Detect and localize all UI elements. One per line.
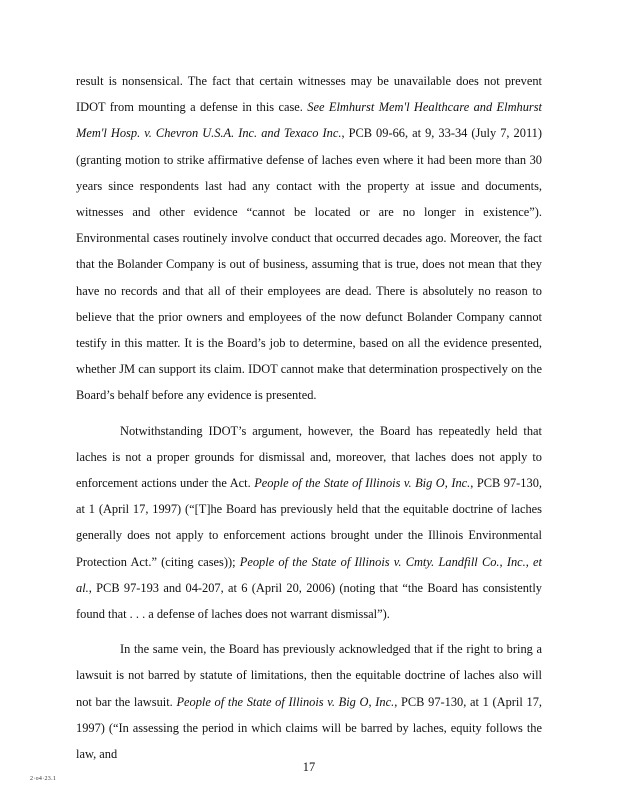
paragraph-2-text-1: Notwithstanding IDOT’s argument, however, the Board has repeatedly held that laches is not a proper grounds for dismissal and, moreover, that laches does not apply to enforcement actions under the Act.	[76, 423, 542, 491]
case-citation-big-o: People of the State of Illinois v. Big O, Inc.	[254, 476, 471, 491]
paragraph-3-text-2: , PCB 97-130, at 1 (April 17, 1997) (“In assessing the period in which claims will be barred by laches, equity follows the law, and	[76, 694, 542, 762]
paragraph-2-text-2: , PCB 97-130, at 1 (April 17, 1997) (“[T]he Board has previously held that the equitable doctrine of laches generally does not apply to enforcement actions brought under the Illinois Environmental Protection Act.” (citing cases));	[76, 476, 542, 569]
paragraph-1-text-1: result is nonsensical. The fact that certain witnesses may be unavailable does not prevent IDOT from mounting a defense in this case.	[76, 74, 542, 115]
document-id: 2·o4·23.1	[30, 776, 57, 782]
case-citation-big-o-2: People of the State of Illinois v. Big O, Inc.	[176, 694, 395, 709]
paragraph-1	[76, 68, 542, 409]
paragraph-3	[76, 636, 542, 767]
case-citation-elmhurst: See Elmhurst Mem'l Healthcare and Elmhurst Mem'l Hosp. v. Chevron U.S.A. Inc. and Texaco Inc.	[76, 100, 542, 141]
paragraph-3-text-1: In the same vein, the Board has previously acknowledged that if the right to bring a lawsuit is not barred by statute of limitations, then the equitable doctrine of laches also will not bar the lawsuit.	[76, 642, 542, 709]
paragraph-2	[76, 418, 542, 628]
paragraph-2-text-3: , PCB 97-193 and 04-207, at 6 (April 20, 2006) (noting that “the Board has consistently found that . . . a defense of laches does not warrant dismissal”).	[76, 580, 542, 622]
case-citation-cmty-landfill: People of the State of Illinois v. Cmty. Landfill Co., Inc., et al.	[76, 554, 542, 595]
document-body	[76, 68, 542, 767]
paragraph-1-text-2: , PCB 09-66, at 9, 33-34 (July 7, 2011) (granting motion to strike affirmative defense of laches even where it had been more than 30 years since respondents last had any contact with the property at issue and documents, witnesses and other evidence “cannot be located or are no longer in existence”). Environmental cases routinely involve conduct that occurred decades ago. Moreover, the fact that the Bolander Company is out of business, assuming that is true, does not mean that they have no records and that all of their employees are dead. There is absolutely no reason to believe that the prior owners and employees of the now defunct Bolander Company cannot testify in this matter. It is the Board’s job to determine, based on all the evidence presented, whether JM can support its claim. IDOT cannot make that determination prospectively on the Board’s behalf before any evidence is presented.	[76, 126, 542, 403]
page-number: 17	[302, 760, 316, 774]
